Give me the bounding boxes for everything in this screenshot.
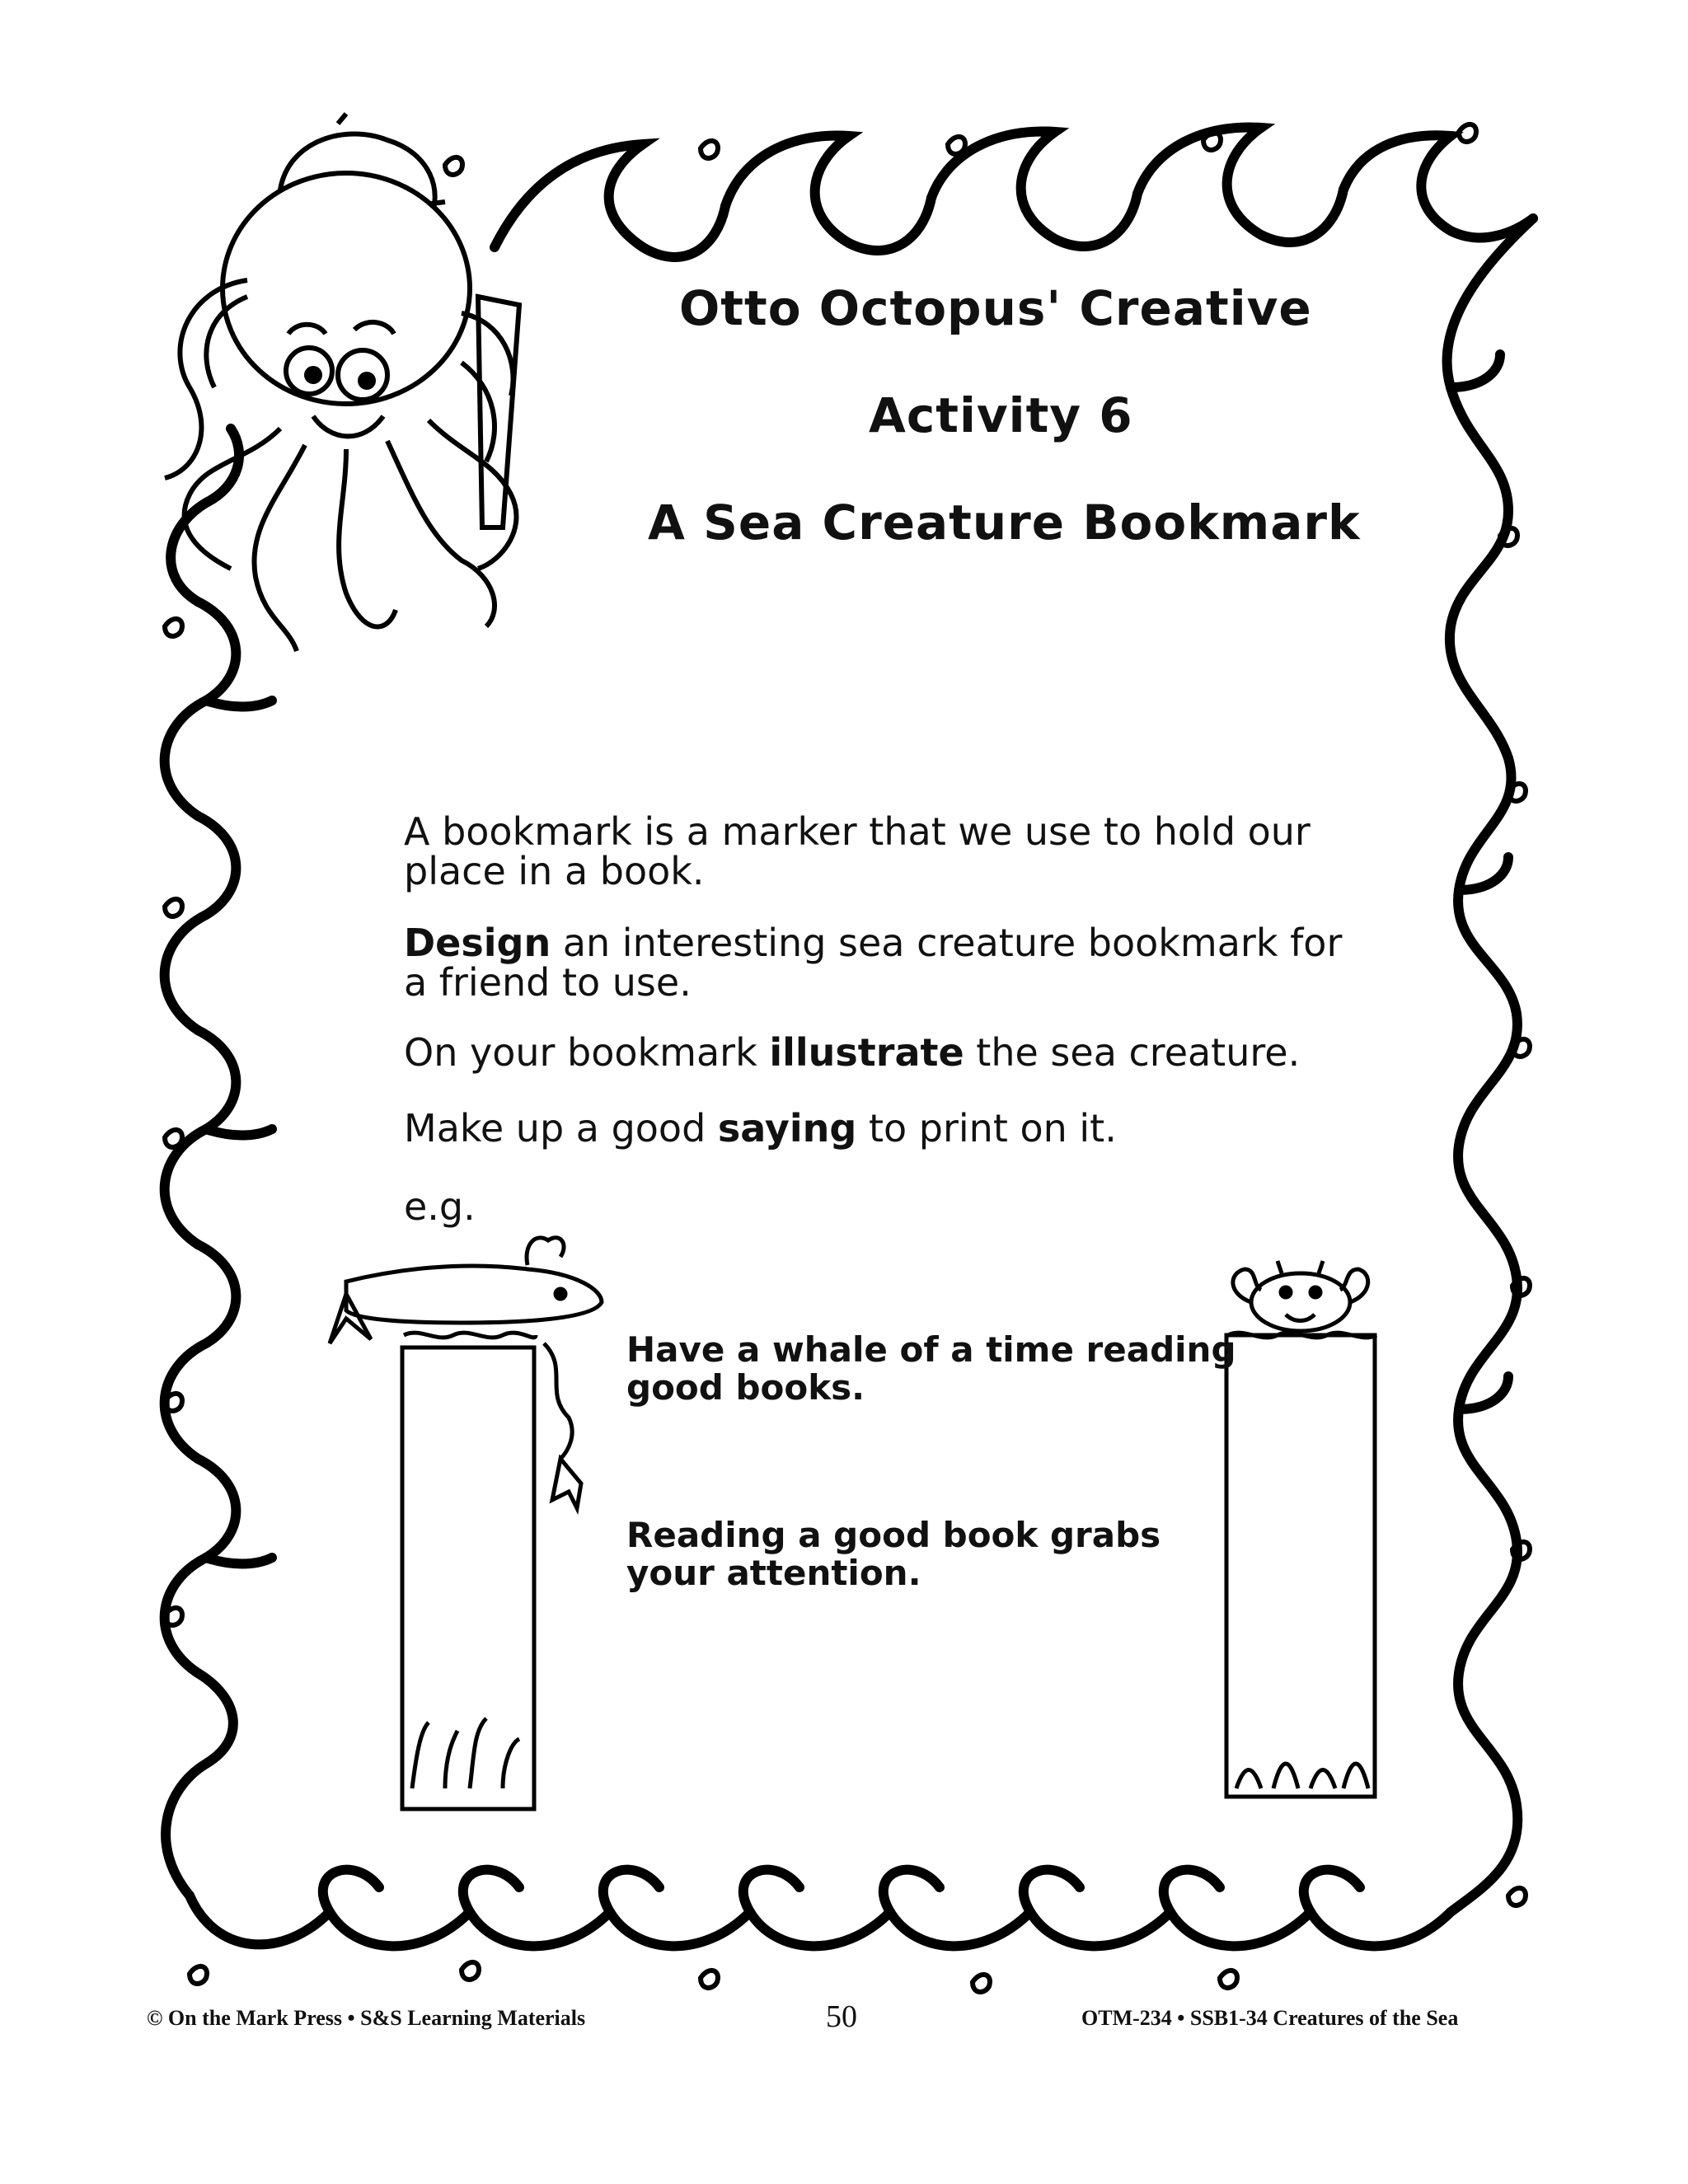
activity-title: A Sea Creature Bookmark (648, 494, 1361, 551)
left-wave-border (165, 429, 272, 1896)
instruction-text: an interesting sea creature bookmark for a friend to use. (404, 921, 1343, 1005)
top-wave-border (495, 127, 1533, 257)
instruction-text: to print on it. (856, 1106, 1117, 1151)
instruction-text: the sea creature. (964, 1030, 1301, 1075)
instruction-paragraph-3 (404, 1030, 1352, 1075)
example-saying-whale: Have a whale of a time reading good books. (626, 1329, 1236, 1408)
footer-series: OTM-234 • SSB1-34 Creatures of the Sea (1081, 2006, 1459, 2030)
example-label: e.g. (404, 1184, 476, 1229)
emphasis-design: Design (404, 921, 551, 965)
instruction-text: Make up a good (404, 1106, 718, 1151)
emphasis-illustrate: illustrate (769, 1030, 964, 1075)
activity-number: Activity 6 (869, 387, 1133, 443)
footer-copyright: © On the Mark Press • S&S Learning Materials (147, 2006, 586, 2030)
emphasis-saying: saying (717, 1106, 857, 1151)
instruction-paragraph-1: A bookmark is a marker that we use to hold our place in a book. (404, 809, 1311, 893)
worksheet-title: Otto Octopus' Creative (679, 280, 1312, 336)
instruction-text: On your bookmark (404, 1030, 770, 1075)
example-saying-crab: Reading a good book grabs your attention. (626, 1515, 1161, 1593)
page-number: 50 (826, 1999, 857, 2034)
right-wave-border (1447, 218, 1533, 1912)
instruction-paragraph-4 (404, 1106, 1352, 1151)
whale-bookmark-illustration (330, 1238, 602, 1809)
instruction-paragraph-2 (404, 921, 1352, 1005)
octopus-illustration (165, 114, 519, 651)
bottom-wave-border (190, 1870, 1451, 1947)
